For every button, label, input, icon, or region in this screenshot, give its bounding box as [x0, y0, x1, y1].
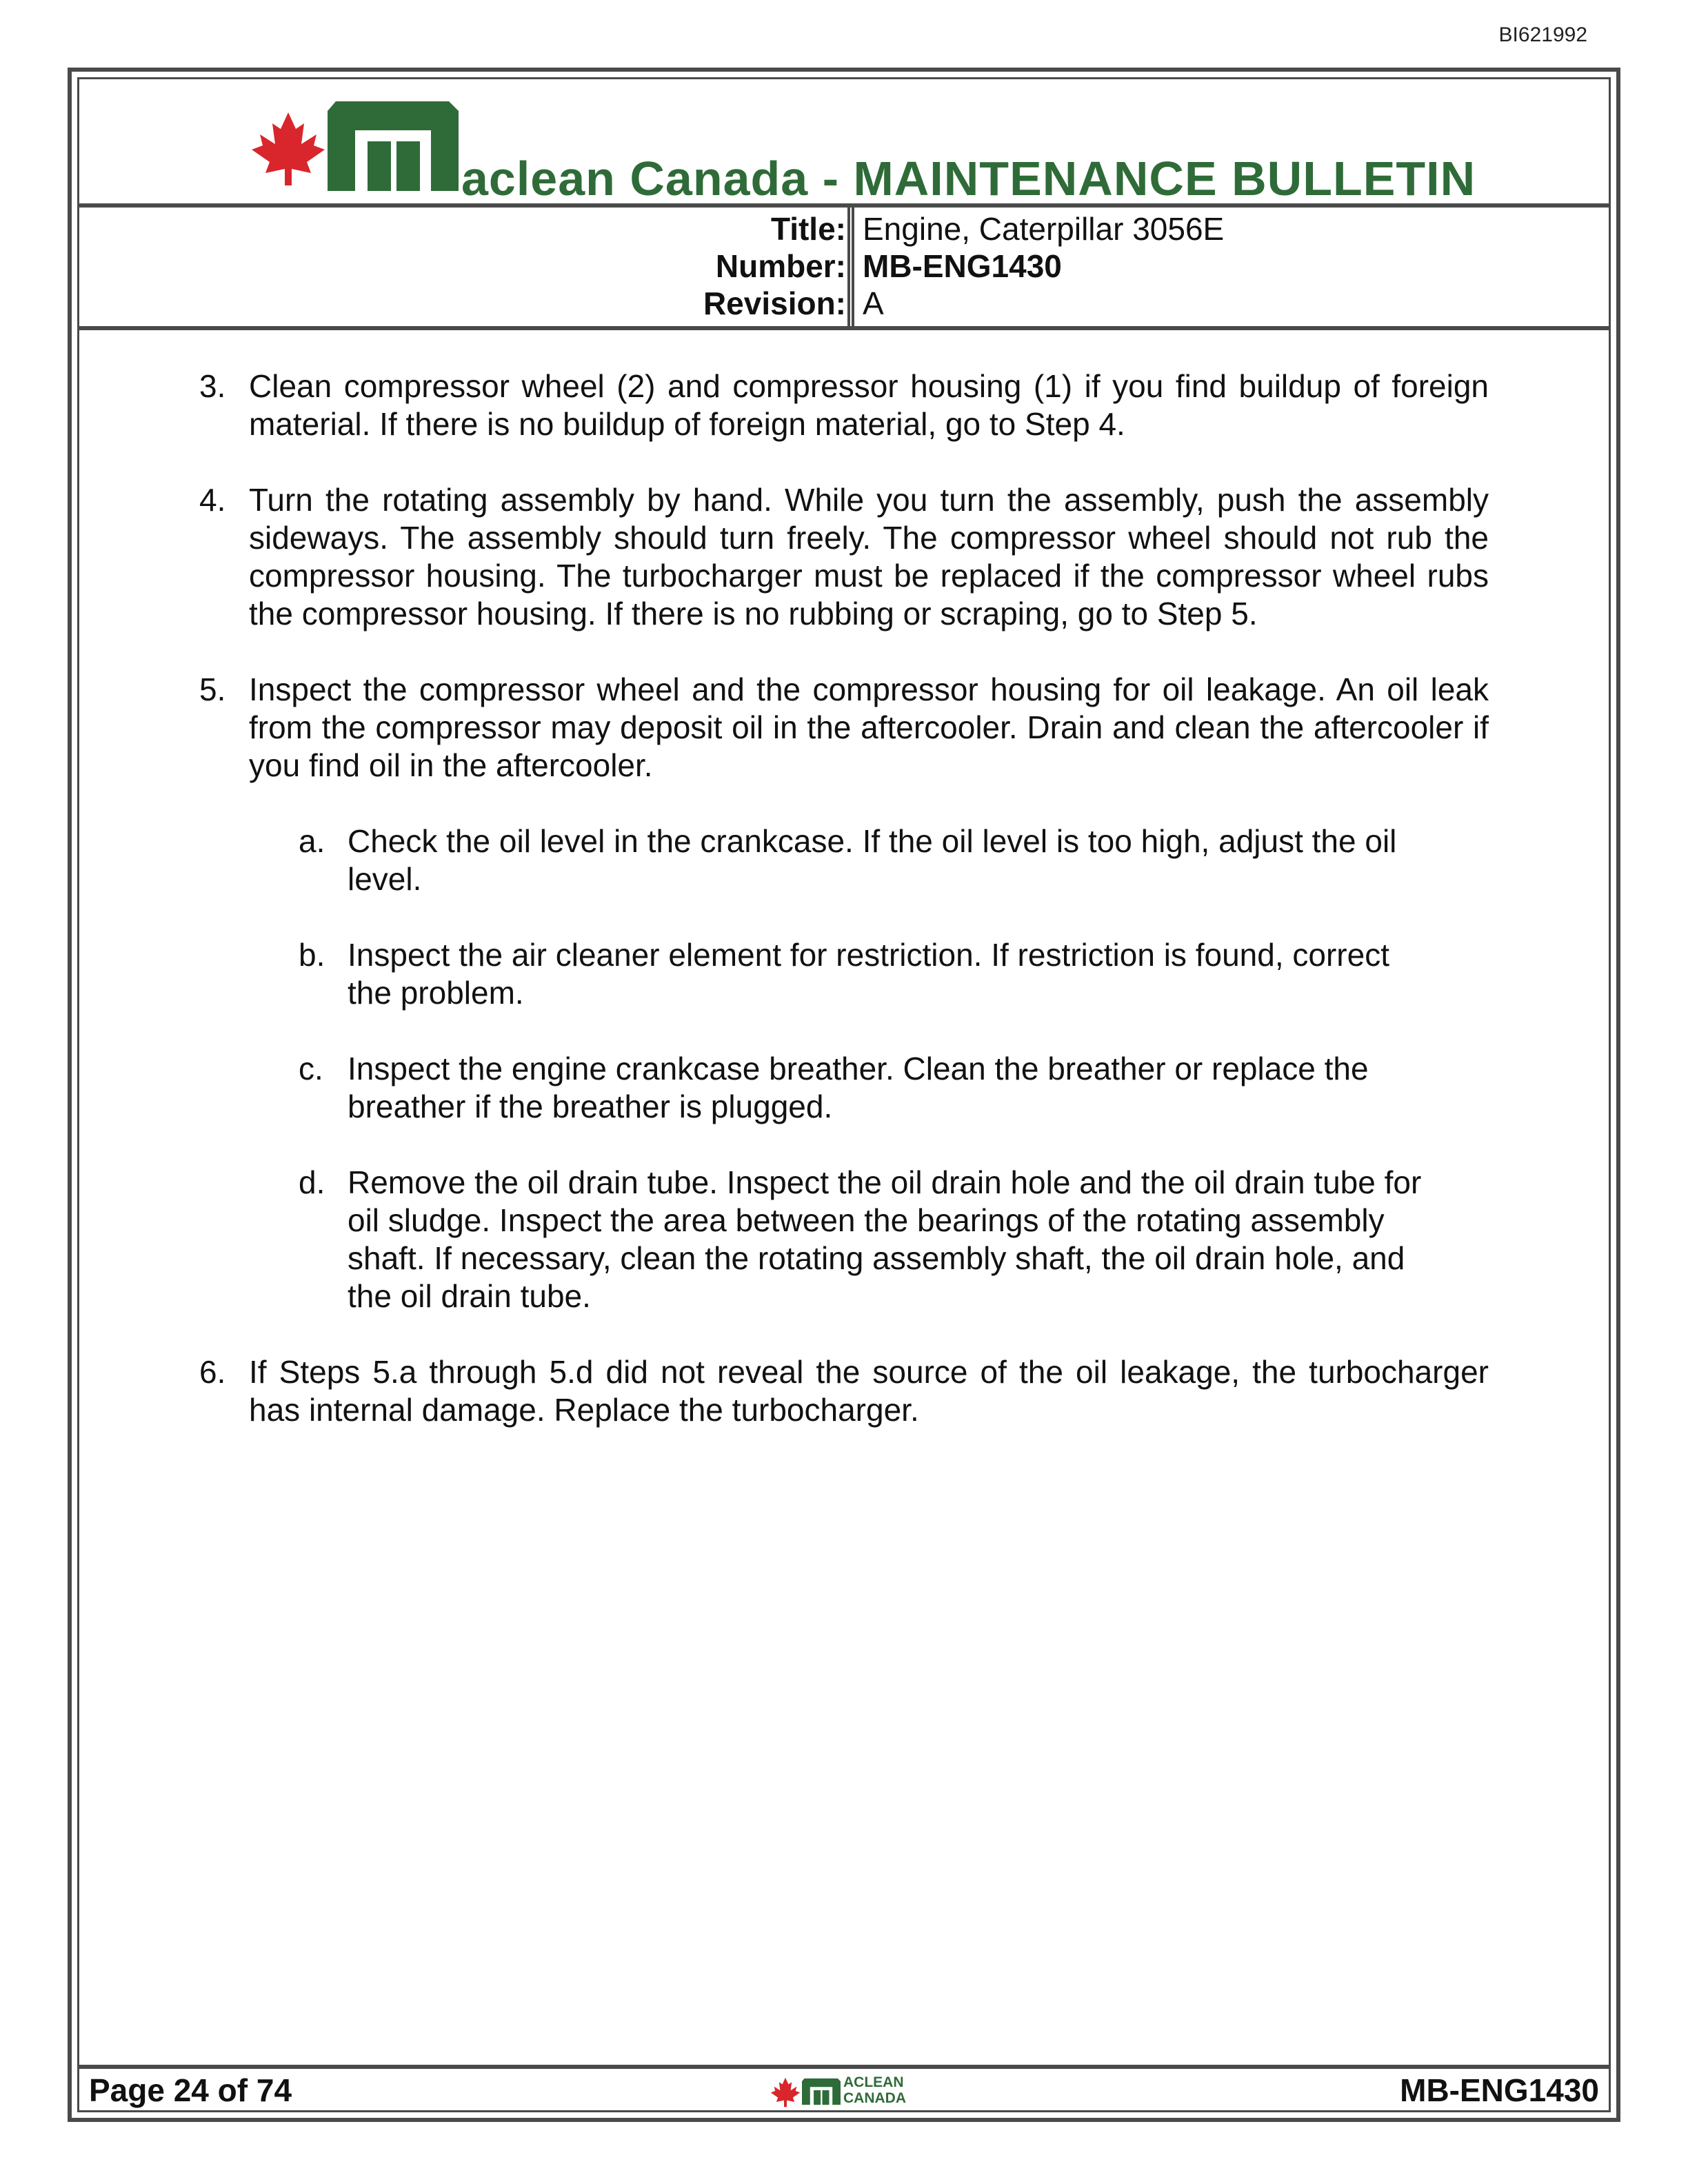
substep-letter: a.	[299, 823, 325, 859]
substep-text: Inspect the air cleaner element for restriction. If restriction is found, correct the problem.	[348, 937, 1389, 1011]
footer-bulletin-number: MB-ENG1430	[1400, 2072, 1599, 2108]
step-item	[199, 671, 1489, 785]
revision-value: A	[863, 285, 884, 321]
substep-text: Remove the oil drain tube. Inspect the oil drain hole and the oil drain tube for oil sludge. Inspect the area between the bearings of the rotating assembly shaft. If necessary, clean the rotating assembly shaft, the oil drain hole, and the oil drain tube.	[348, 1164, 1422, 1314]
substep-letter: c.	[299, 1051, 323, 1086]
number-value: MB-ENG1430	[863, 248, 1062, 284]
number-label: Number:	[715, 248, 846, 284]
bulletin-meta-table	[79, 208, 1609, 330]
page-footer	[79, 2065, 1609, 2110]
step-item	[199, 1353, 1489, 1429]
step-number: 5.	[199, 671, 226, 707]
title-value: Engine, Caterpillar 3056E	[863, 211, 1225, 247]
step-number: 4.	[199, 482, 226, 518]
step-text: If Steps 5.a through 5.d did not reveal the source of the oil leakage, the turbocharger has internal damage. Replace the turbocharger.	[249, 1354, 1489, 1428]
title-label: Title:	[770, 211, 846, 247]
meta-row-title	[79, 210, 1609, 247]
step-number: 3.	[199, 368, 226, 404]
step-text: Clean compressor wheel (2) and compressor housing (1) if you find buildup of foreign material. If there is no buildup of foreign material, go to Step 4.	[249, 368, 1489, 442]
step-item	[199, 367, 1489, 443]
bulletin-banner	[79, 79, 1609, 208]
page-indicator: Page 24 of 74	[89, 2072, 292, 2108]
footer-logo	[770, 2074, 929, 2109]
bulletin-frame	[68, 68, 1620, 2122]
document-id: BI621992	[1498, 23, 1587, 46]
substep-item	[199, 822, 1489, 898]
revision-label: Revision:	[703, 285, 846, 321]
m-block-icon	[802, 2076, 841, 2107]
meta-row-revision	[79, 285, 1609, 322]
substep-item	[199, 1050, 1489, 1126]
meta-row-number	[79, 247, 1609, 285]
banner-title: aclean Canada - MAINTENANCE BULLETIN	[461, 152, 1476, 205]
substep-letter: b.	[299, 937, 325, 973]
procedure-content	[199, 367, 1489, 1467]
maple-leaf-icon	[770, 2077, 801, 2107]
step-text: Inspect the compressor wheel and the compressor housing for oil leakage. An oil leak from the compressor may deposit oil in the aftercooler. Drain and clean the aftercooler if you find oil in the aftercooler.	[249, 671, 1489, 783]
substep-letter: d.	[299, 1164, 325, 1200]
bulletin-inner-frame	[77, 77, 1611, 2112]
step-item	[199, 481, 1489, 633]
substep-item	[199, 1164, 1489, 1315]
step-number: 6.	[199, 1354, 226, 1390]
footer-logo-text: ACLEAN CANADA	[843, 2074, 906, 2106]
step-text: Turn the rotating assembly by hand. While you turn the assembly, push the assembly sideways. The assembly should turn freely. The compressor wheel should not rub the compressor housing. The turbocharger must be replaced if the compressor wheel rubs the compressor housing. If there is no rubbing or scraping, go to Step 5.	[249, 482, 1489, 631]
maclean-logo	[250, 97, 1526, 205]
maple-leaf-icon	[250, 111, 326, 187]
substep-item	[199, 936, 1489, 1012]
substep-text: Check the oil level in the crankcase. If the oil level is too high, adjust the oil level.	[348, 823, 1397, 897]
substep-text: Inspect the engine crankcase breather. Clean the breather or replace the breather if the breather is plugged.	[348, 1051, 1369, 1124]
m-block-icon	[328, 101, 459, 191]
